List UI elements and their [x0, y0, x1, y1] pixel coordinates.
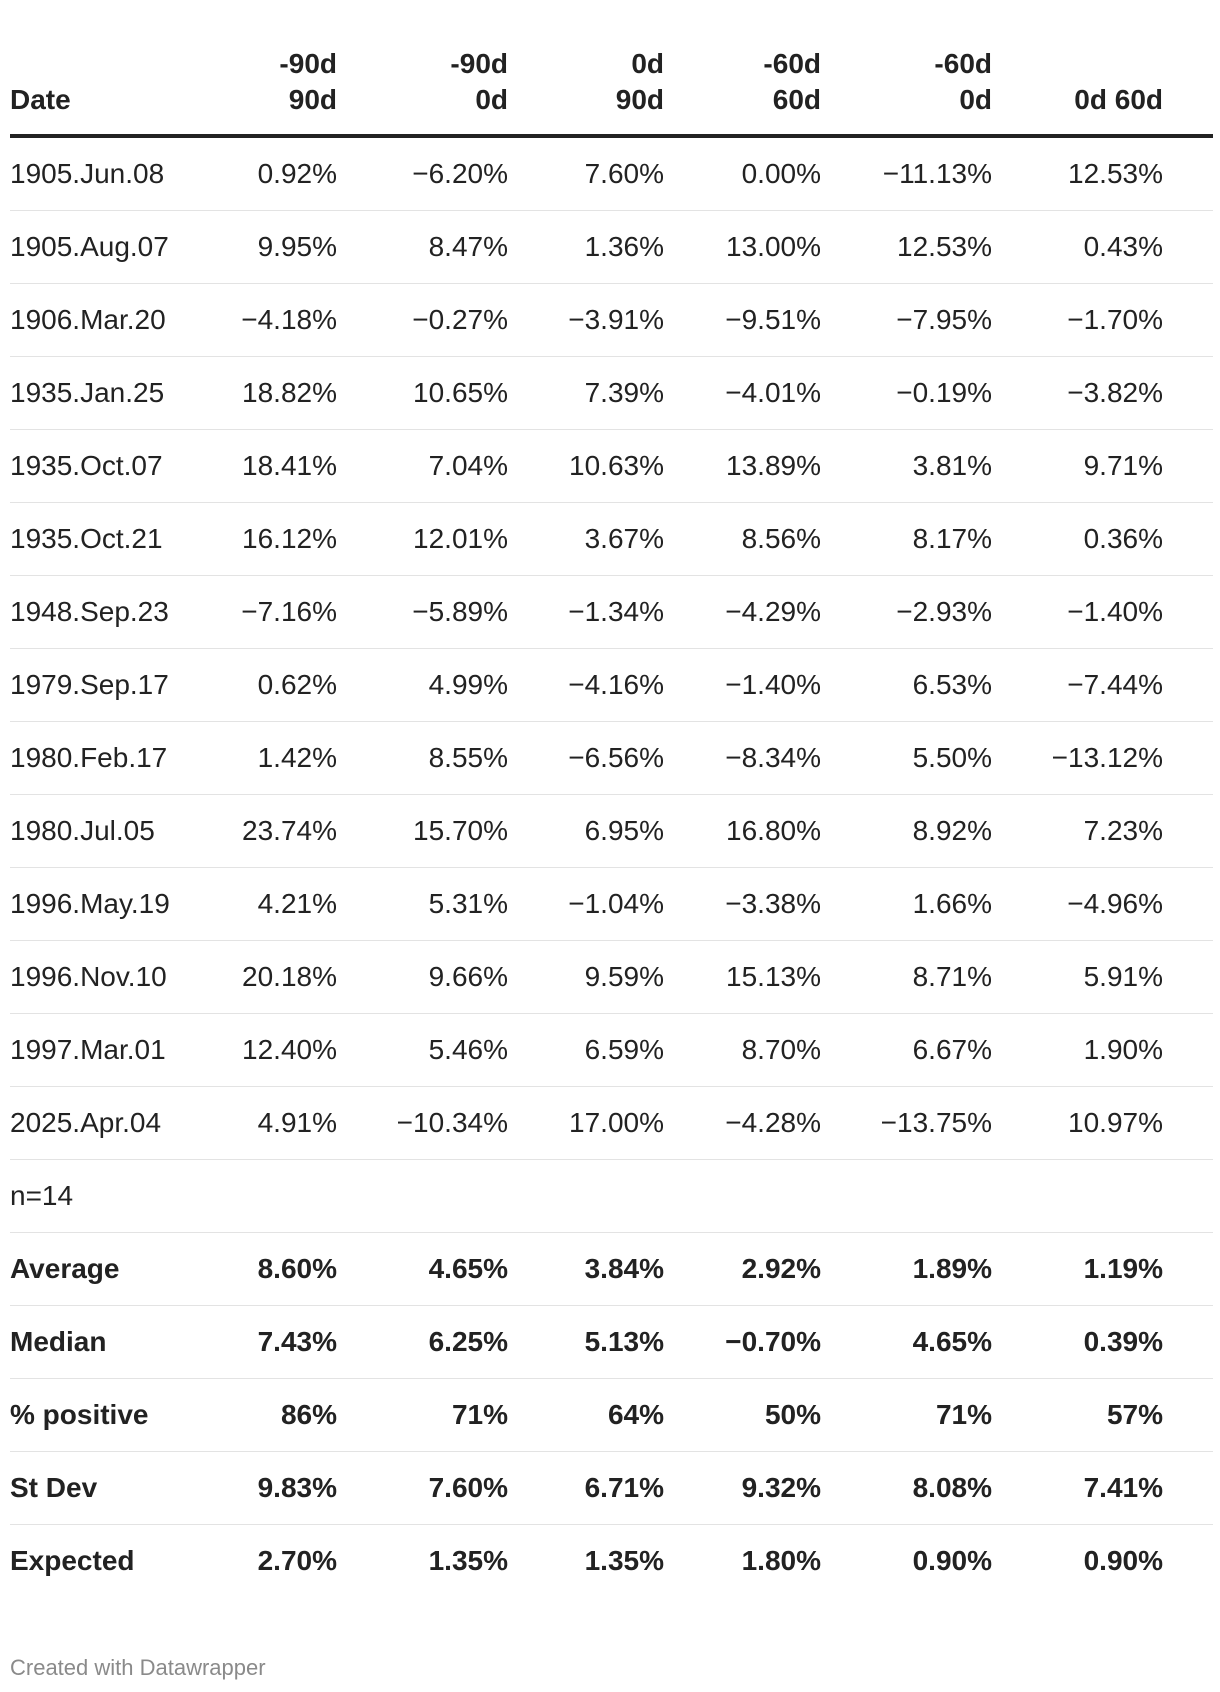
- value-cell: 8.08%: [821, 1452, 992, 1525]
- value-cell: 23.74%: [200, 795, 337, 868]
- value-cell: 15.70%: [337, 795, 508, 868]
- row-spacer: [1163, 576, 1213, 649]
- value-cell: 64%: [508, 1379, 664, 1452]
- value-cell: −3.91%: [508, 284, 664, 357]
- value-cell: 12.53%: [821, 211, 992, 284]
- value-cell: 15.13%: [664, 941, 821, 1014]
- row-label-cell: Median: [10, 1306, 200, 1379]
- value-cell: 6.67%: [821, 1014, 992, 1087]
- row-label-cell: 1996.Nov.10: [10, 941, 200, 1014]
- value-cell: −7.95%: [821, 284, 992, 357]
- value-cell: 7.60%: [508, 136, 664, 211]
- value-cell: 71%: [821, 1379, 992, 1452]
- column-header-line2: 0d: [475, 84, 508, 115]
- value-cell: 18.41%: [200, 430, 337, 503]
- value-cell: 3.84%: [508, 1233, 664, 1306]
- value-cell: 1.35%: [584, 1545, 664, 1576]
- value-cell: [200, 1160, 337, 1233]
- value-cell: 7.43%: [200, 1306, 337, 1379]
- column-header-line1: 0d: [631, 48, 664, 79]
- value-cell: 8.47%: [337, 211, 508, 284]
- column-header-line1: -90d: [279, 48, 337, 79]
- value-cell: 16.80%: [664, 795, 821, 868]
- value-cell: [664, 1160, 821, 1233]
- value-cell: 2.70%: [257, 1545, 337, 1576]
- value-cell: 5.31%: [337, 868, 508, 941]
- summary-row: [10, 1525, 1213, 1598]
- value-cell: 4.91%: [200, 1087, 337, 1160]
- value-cell: 1.80%: [741, 1545, 821, 1576]
- value-cell: 10.97%: [992, 1087, 1163, 1160]
- value-cell: 8.55%: [337, 722, 508, 795]
- value-cell: −6.56%: [508, 722, 664, 795]
- value-cell: −7.16%: [200, 576, 337, 649]
- value-cell: 7.60%: [337, 1452, 508, 1525]
- column-header-5: [821, 40, 992, 136]
- value-cell: −1.40%: [664, 649, 821, 722]
- value-cell: 0.90%: [1083, 1545, 1163, 1576]
- row-label-cell: 1905.Jun.08: [10, 136, 200, 211]
- row-spacer: [1163, 941, 1213, 1014]
- value-cell: −1.34%: [508, 576, 664, 649]
- table-row: [10, 1014, 1213, 1087]
- value-cell: 86%: [200, 1379, 337, 1452]
- value-cell: 8.70%: [664, 1014, 821, 1087]
- value-cell: 0.92%: [200, 136, 337, 211]
- column-header-line2: 90d: [288, 84, 337, 115]
- row-spacer: [1163, 1014, 1213, 1087]
- column-header-1: [200, 40, 337, 136]
- row-spacer: [1163, 430, 1213, 503]
- row-spacer: [1163, 284, 1213, 357]
- value-cell: 6.71%: [508, 1452, 664, 1525]
- row-label-cell: 1906.Mar.20: [10, 284, 200, 357]
- summary-row: [10, 1452, 1213, 1525]
- row-spacer: [1163, 357, 1213, 430]
- row-label-cell: 1979.Sep.17: [10, 649, 200, 722]
- summary-row: [10, 1306, 1213, 1379]
- row-spacer: [1163, 795, 1213, 868]
- row-label-cell: % positive: [10, 1379, 200, 1452]
- row-label-cell: 1997.Mar.01: [10, 1014, 200, 1087]
- value-cell: 7.39%: [508, 357, 664, 430]
- row-label-cell: Average: [10, 1233, 200, 1306]
- row-label-cell: St Dev: [10, 1452, 200, 1525]
- table-row: [10, 722, 1213, 795]
- value-cell: 12.53%: [992, 136, 1163, 211]
- value-cell: −13.75%: [821, 1087, 992, 1160]
- value-cell: 16.12%: [200, 503, 337, 576]
- value-cell: −1.04%: [508, 868, 664, 941]
- row-label-cell: 1905.Aug.07: [10, 211, 200, 284]
- column-header-line2: 0d 60d: [1074, 84, 1163, 115]
- value-cell: [992, 1160, 1163, 1233]
- table-row: [10, 649, 1213, 722]
- column-header-line1: -60d: [934, 48, 992, 79]
- row-spacer: [1163, 722, 1213, 795]
- value-cell: 8.17%: [821, 503, 992, 576]
- table-body: [10, 136, 1213, 1597]
- row-spacer: [1163, 868, 1213, 941]
- value-cell: 71%: [337, 1379, 508, 1452]
- value-cell: −9.51%: [664, 284, 821, 357]
- value-cell: −8.34%: [664, 722, 821, 795]
- value-cell: 0.43%: [992, 211, 1163, 284]
- value-cell: 7.41%: [992, 1452, 1163, 1525]
- value-cell: 4.21%: [200, 868, 337, 941]
- column-header-4: [664, 40, 821, 136]
- value-cell: 8.56%: [664, 503, 821, 576]
- value-cell: −11.13%: [821, 136, 992, 211]
- table-row: [10, 357, 1213, 430]
- value-cell: 1.90%: [992, 1014, 1163, 1087]
- row-spacer: [1163, 1306, 1213, 1379]
- row-label-cell: 1996.May.19: [10, 868, 200, 941]
- value-cell: 1.89%: [821, 1233, 992, 1306]
- table-row: [10, 1087, 1213, 1160]
- column-header-line1: [10, 46, 200, 82]
- value-cell: −4.01%: [664, 357, 821, 430]
- column-header-line1: -90d: [450, 48, 508, 79]
- table-row: [10, 576, 1213, 649]
- header-row: [10, 40, 1213, 136]
- row-spacer: [1163, 1233, 1213, 1306]
- table-row: [10, 284, 1213, 357]
- value-cell: −4.28%: [664, 1087, 821, 1160]
- value-cell: 7.04%: [337, 430, 508, 503]
- row-spacer: [1163, 1379, 1213, 1452]
- column-header-line2: 0d: [959, 84, 992, 115]
- data-table-container: [10, 40, 1213, 1597]
- value-cell: 13.89%: [664, 430, 821, 503]
- value-cell: 0.00%: [664, 136, 821, 211]
- value-cell: 3.67%: [508, 503, 664, 576]
- row-label-cell: Expected: [10, 1545, 135, 1576]
- value-cell: −0.70%: [664, 1306, 821, 1379]
- value-cell: 13.00%: [664, 211, 821, 284]
- value-cell: 1.19%: [992, 1233, 1163, 1306]
- value-cell: 1.36%: [508, 211, 664, 284]
- column-header-line2: 90d: [615, 84, 664, 115]
- table-row: [10, 503, 1213, 576]
- value-cell: 9.83%: [200, 1452, 337, 1525]
- value-cell: 0.36%: [992, 503, 1163, 576]
- value-cell: −7.44%: [992, 649, 1163, 722]
- value-cell: 2.92%: [664, 1233, 821, 1306]
- value-cell: 6.53%: [821, 649, 992, 722]
- row-spacer: [1163, 1525, 1213, 1598]
- value-cell: 8.60%: [200, 1233, 337, 1306]
- column-header-3: [508, 40, 664, 136]
- summary-row: [10, 1379, 1213, 1452]
- header-spacer: [1163, 40, 1213, 136]
- value-cell: 8.71%: [821, 941, 992, 1014]
- footer-credit: Created with Datawrapper: [10, 1655, 266, 1680]
- value-cell: 0.62%: [200, 649, 337, 722]
- value-cell: 20.18%: [200, 941, 337, 1014]
- value-cell: 6.95%: [508, 795, 664, 868]
- value-cell: [337, 1160, 508, 1233]
- column-header-date: [10, 40, 200, 136]
- value-cell: 50%: [664, 1379, 821, 1452]
- row-spacer: [1163, 1087, 1213, 1160]
- value-cell: −2.93%: [821, 576, 992, 649]
- value-cell: 9.59%: [508, 941, 664, 1014]
- table-row: [10, 868, 1213, 941]
- value-cell: 5.91%: [992, 941, 1163, 1014]
- row-label-cell: 1980.Feb.17: [10, 722, 200, 795]
- table-row: [10, 430, 1213, 503]
- row-label-cell: 1980.Jul.05: [10, 795, 200, 868]
- value-cell: 1.42%: [200, 722, 337, 795]
- value-cell: −4.96%: [992, 868, 1163, 941]
- value-cell: −1.70%: [992, 284, 1163, 357]
- value-cell: −13.12%: [992, 722, 1163, 795]
- value-cell: −4.18%: [200, 284, 337, 357]
- value-cell: 6.25%: [337, 1306, 508, 1379]
- value-cell: 8.92%: [821, 795, 992, 868]
- value-cell: 3.81%: [821, 430, 992, 503]
- value-cell: 0.90%: [912, 1545, 992, 1576]
- value-cell: 5.46%: [337, 1014, 508, 1087]
- value-cell: 1.35%: [428, 1545, 508, 1576]
- table-row: [10, 211, 1213, 284]
- row-label-cell: 1935.Jan.25: [10, 357, 200, 430]
- summary-row: [10, 1233, 1213, 1306]
- value-cell: 57%: [992, 1379, 1163, 1452]
- value-cell: 0.39%: [992, 1306, 1163, 1379]
- row-spacer: [1163, 136, 1213, 211]
- value-cell: −3.38%: [664, 868, 821, 941]
- column-header-line2: 60d: [772, 84, 821, 115]
- value-cell: −5.89%: [337, 576, 508, 649]
- value-cell: −10.34%: [337, 1087, 508, 1160]
- row-spacer: [1163, 1160, 1213, 1233]
- value-cell: −0.27%: [337, 284, 508, 357]
- value-cell: −0.19%: [821, 357, 992, 430]
- value-cell: 6.59%: [508, 1014, 664, 1087]
- value-cell: 17.00%: [508, 1087, 664, 1160]
- value-cell: 9.32%: [664, 1452, 821, 1525]
- value-cell: −1.40%: [992, 576, 1163, 649]
- column-header-line2: Date: [10, 84, 71, 115]
- row-spacer: [1163, 649, 1213, 722]
- value-cell: 5.50%: [821, 722, 992, 795]
- value-cell: 18.82%: [200, 357, 337, 430]
- value-cell: −4.16%: [508, 649, 664, 722]
- value-cell: 10.63%: [508, 430, 664, 503]
- column-header-line1: -60d: [763, 48, 821, 79]
- value-cell: 9.66%: [337, 941, 508, 1014]
- value-cell: 5.13%: [508, 1306, 664, 1379]
- table-row: [10, 795, 1213, 868]
- table-row: [10, 1160, 1213, 1233]
- value-cell: −4.29%: [664, 576, 821, 649]
- row-label-cell: 2025.Apr.04: [10, 1087, 200, 1160]
- value-cell: [508, 1160, 664, 1233]
- value-cell: 4.65%: [821, 1306, 992, 1379]
- table-header: [10, 40, 1213, 136]
- row-label-cell: 1935.Oct.07: [10, 430, 200, 503]
- column-header-line1: [992, 46, 1163, 82]
- row-spacer: [1163, 1452, 1213, 1525]
- row-label-cell: 1948.Sep.23: [10, 576, 200, 649]
- value-cell: 1.66%: [821, 868, 992, 941]
- value-cell: 7.23%: [992, 795, 1163, 868]
- table-row: [10, 941, 1213, 1014]
- column-header-6: [992, 40, 1163, 136]
- value-cell: −3.82%: [992, 357, 1163, 430]
- row-label-cell: 1935.Oct.21: [10, 503, 200, 576]
- value-cell: 12.01%: [337, 503, 508, 576]
- value-cell: 4.99%: [337, 649, 508, 722]
- value-cell: −6.20%: [337, 136, 508, 211]
- table-row: [10, 136, 1213, 211]
- value-cell: 9.71%: [992, 430, 1163, 503]
- value-cell: 12.40%: [200, 1014, 337, 1087]
- row-label-cell: n=14: [10, 1160, 200, 1233]
- row-spacer: [1163, 503, 1213, 576]
- column-header-2: [337, 40, 508, 136]
- row-spacer: [1163, 211, 1213, 284]
- value-cell: 9.95%: [200, 211, 337, 284]
- data-table: [10, 40, 1213, 1597]
- value-cell: 4.65%: [337, 1233, 508, 1306]
- value-cell: [821, 1160, 992, 1233]
- value-cell: 10.65%: [337, 357, 508, 430]
